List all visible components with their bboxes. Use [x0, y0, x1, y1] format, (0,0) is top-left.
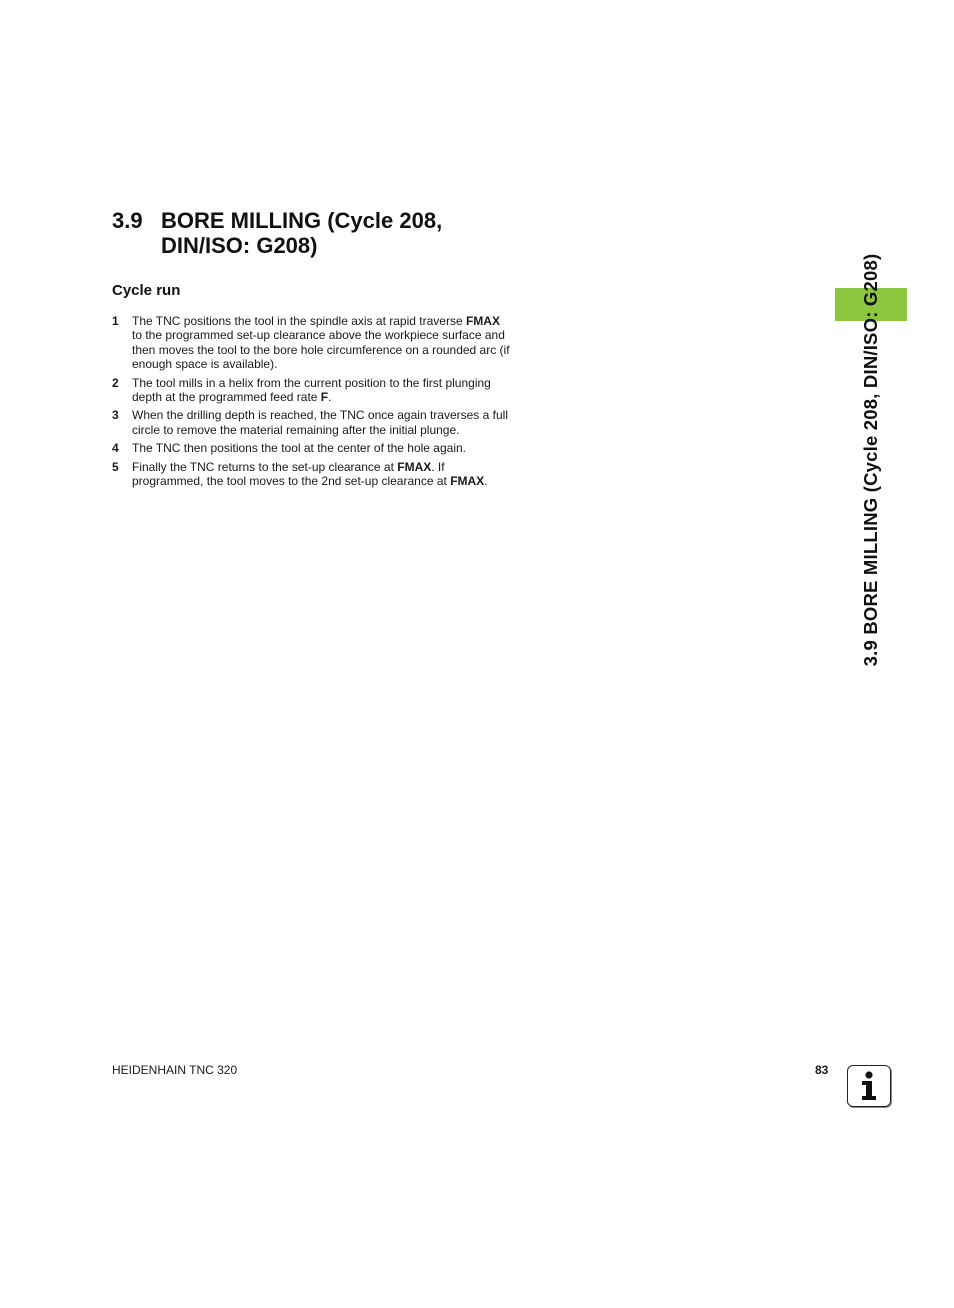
step-item: 5 Finally the TNC returns to the set-up clearance at FMAX. If programmed, the tool moves to the 2nd set-up clearance at FMAX.: [112, 459, 488, 489]
section-heading: [112, 208, 572, 258]
info-icon: [847, 1065, 891, 1107]
step-item: 2 The tool mills in a helix from the current position to the first plunging depth at the programmed feed rate F.: [112, 375, 491, 405]
page-number: 83: [815, 1063, 829, 1077]
section-number: 3.9: [112, 208, 143, 233]
section-title-line-1: BORE MILLING (Cycle 208,: [161, 208, 443, 233]
keyword-fmax: FMAX: [450, 474, 485, 489]
step-item: 1 The TNC positions the tool in the spindle axis at rapid traverse FMAX to the programmed set-up clearance above the workpiece surface and then moves the tool to the bore hole circumference on a rounded arc (if enough space is available).: [112, 314, 510, 372]
keyword-f: F: [320, 390, 329, 405]
step-item: 3 When the drilling depth is reached, the TNC once again traverses a full circle to remove the material remaining after the initial plunge.: [112, 408, 508, 437]
running-header-vertical: 3.9 BORE MILLING (Cycle 208, DIN/ISO: G208): [860, 253, 881, 667]
step-number: 2: [112, 375, 119, 390]
keyword-fmax: FMAX: [465, 314, 500, 328]
subheading-cycle-run: Cycle run: [112, 282, 181, 299]
step-number: 4: [112, 441, 119, 456]
section-title-line-2: DIN/ISO: G208): [161, 233, 318, 258]
keyword-fmax: FMAX: [397, 459, 432, 474]
footer-product-name: HEIDENHAIN TNC 320: [112, 1063, 238, 1077]
step-number: 1: [112, 314, 119, 328]
step-number: 5: [112, 459, 119, 474]
cycle-steps-list: [112, 314, 512, 492]
step-item: 4 The TNC then positions the tool at the center of the hole again.: [112, 441, 466, 456]
step-number: 3: [112, 408, 119, 423]
